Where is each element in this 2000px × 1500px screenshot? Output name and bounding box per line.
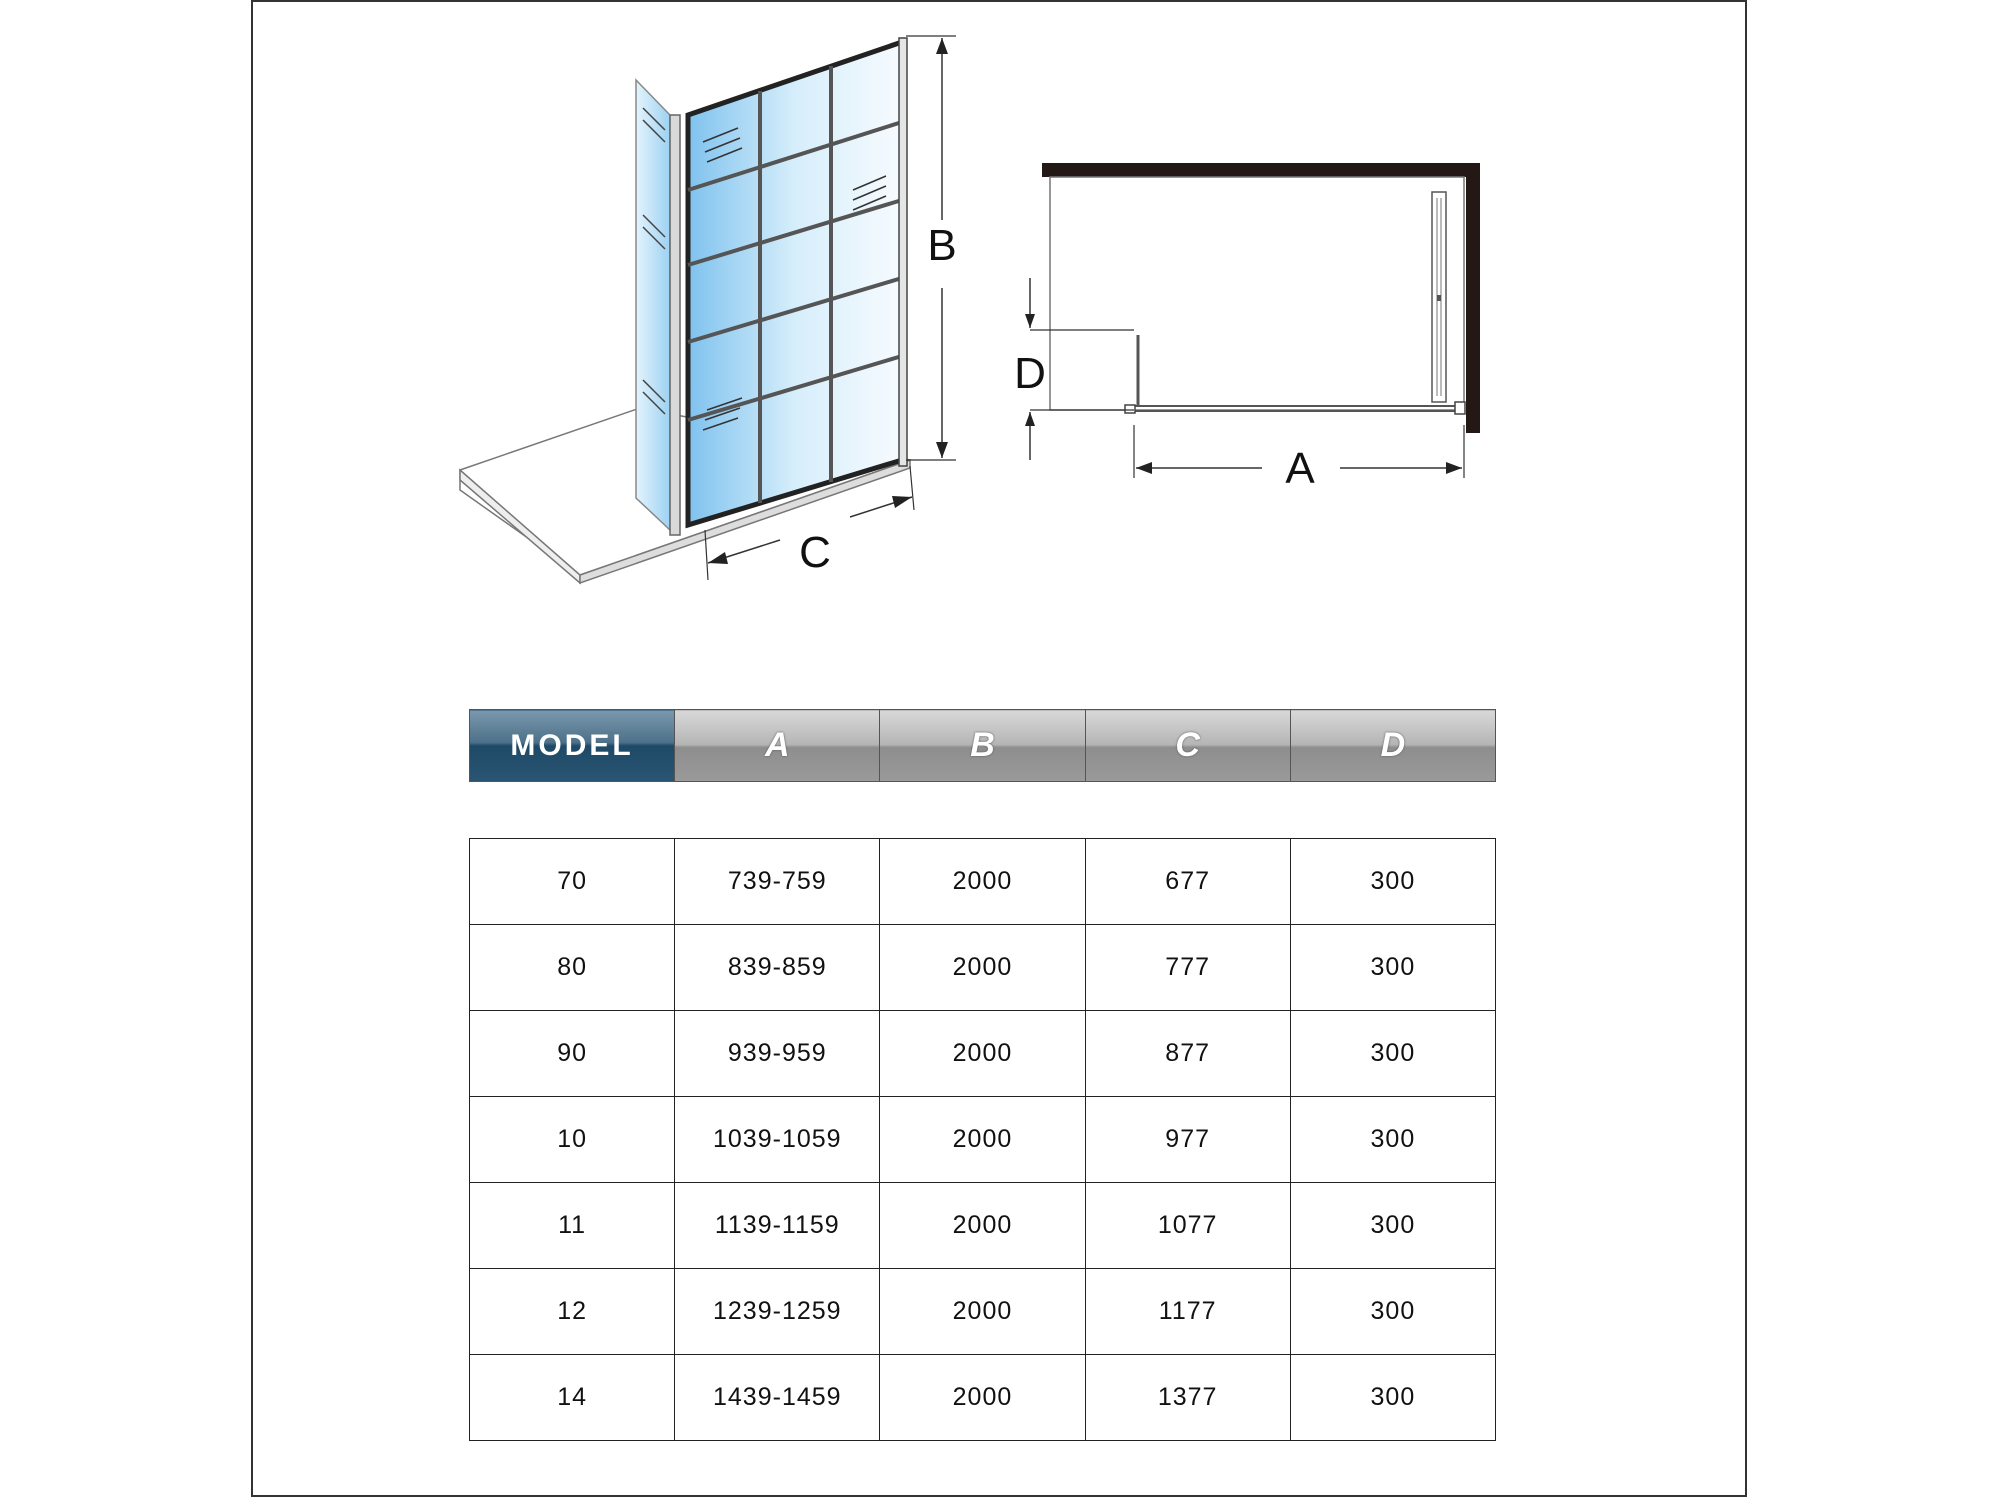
cell-a: 1139-1159 — [675, 1183, 880, 1269]
table-row — [470, 839, 1496, 925]
cell-d: 300 — [1290, 1011, 1495, 1097]
header-a: A — [675, 710, 880, 782]
plan-view-diagram — [1000, 140, 1500, 500]
header-model: MODEL — [470, 710, 675, 782]
header-b: B — [880, 710, 1085, 782]
cell-c: 1177 — [1085, 1269, 1290, 1355]
cell-d: 300 — [1290, 925, 1495, 1011]
table-row — [470, 925, 1496, 1011]
shower-channel — [1432, 192, 1446, 402]
cell-d: 300 — [1290, 1183, 1495, 1269]
dimension-label-b: B — [927, 221, 957, 270]
cell-c: 777 — [1085, 925, 1290, 1011]
cell-b: 2000 — [880, 1269, 1085, 1355]
header-c: C — [1085, 710, 1290, 782]
cell-b: 2000 — [880, 1183, 1085, 1269]
dimension-a — [1134, 425, 1464, 493]
spec-table — [469, 838, 1496, 1441]
cell-c: 877 — [1085, 1011, 1290, 1097]
cell-b: 2000 — [880, 1097, 1085, 1183]
cell-model: 14 — [470, 1355, 675, 1441]
cell-d: 300 — [1290, 839, 1495, 925]
cell-c: 677 — [1085, 839, 1290, 925]
dimension-label-c: C — [799, 528, 831, 577]
isometric-panel-diagram — [440, 20, 980, 600]
cell-model: 11 — [470, 1183, 675, 1269]
header-d: D — [1290, 710, 1495, 782]
dimension-label-a: A — [1285, 444, 1315, 493]
cell-a: 739-759 — [675, 839, 880, 925]
dimension-b — [906, 36, 957, 460]
cell-model: 70 — [470, 839, 675, 925]
cell-b: 2000 — [880, 1011, 1085, 1097]
table-row — [470, 1183, 1496, 1269]
cell-d: 300 — [1290, 1269, 1495, 1355]
cell-model: 80 — [470, 925, 675, 1011]
cell-b: 2000 — [880, 925, 1085, 1011]
cell-c: 1377 — [1085, 1355, 1290, 1441]
cell-model: 10 — [470, 1097, 675, 1183]
cell-a: 839-859 — [675, 925, 880, 1011]
table-row — [470, 1011, 1496, 1097]
header-row — [470, 710, 1496, 782]
cell-b: 2000 — [880, 839, 1085, 925]
glass-panel-plan — [1125, 335, 1465, 414]
cell-b: 2000 — [880, 1355, 1085, 1441]
cell-a: 939-959 — [675, 1011, 880, 1097]
dimension-label-d: D — [1014, 349, 1046, 398]
cell-model: 12 — [470, 1269, 675, 1355]
cell-a: 1439-1459 — [675, 1355, 880, 1441]
cell-a: 1239-1259 — [675, 1269, 880, 1355]
table-row — [470, 1097, 1496, 1183]
cell-model: 90 — [470, 1011, 675, 1097]
cell-d: 300 — [1290, 1355, 1495, 1441]
table-row — [470, 1269, 1496, 1355]
tray-outline — [1050, 177, 1464, 410]
table-row — [470, 1355, 1496, 1441]
cell-c: 977 — [1085, 1097, 1290, 1183]
wall-outline — [1042, 163, 1480, 433]
dimension-d — [1014, 278, 1134, 460]
spec-table-header — [469, 709, 1496, 782]
side-return-panel — [636, 80, 680, 535]
cell-a: 1039-1059 — [675, 1097, 880, 1183]
cell-c: 1077 — [1085, 1183, 1290, 1269]
main-glass-panel — [688, 38, 907, 525]
cell-d: 300 — [1290, 1097, 1495, 1183]
